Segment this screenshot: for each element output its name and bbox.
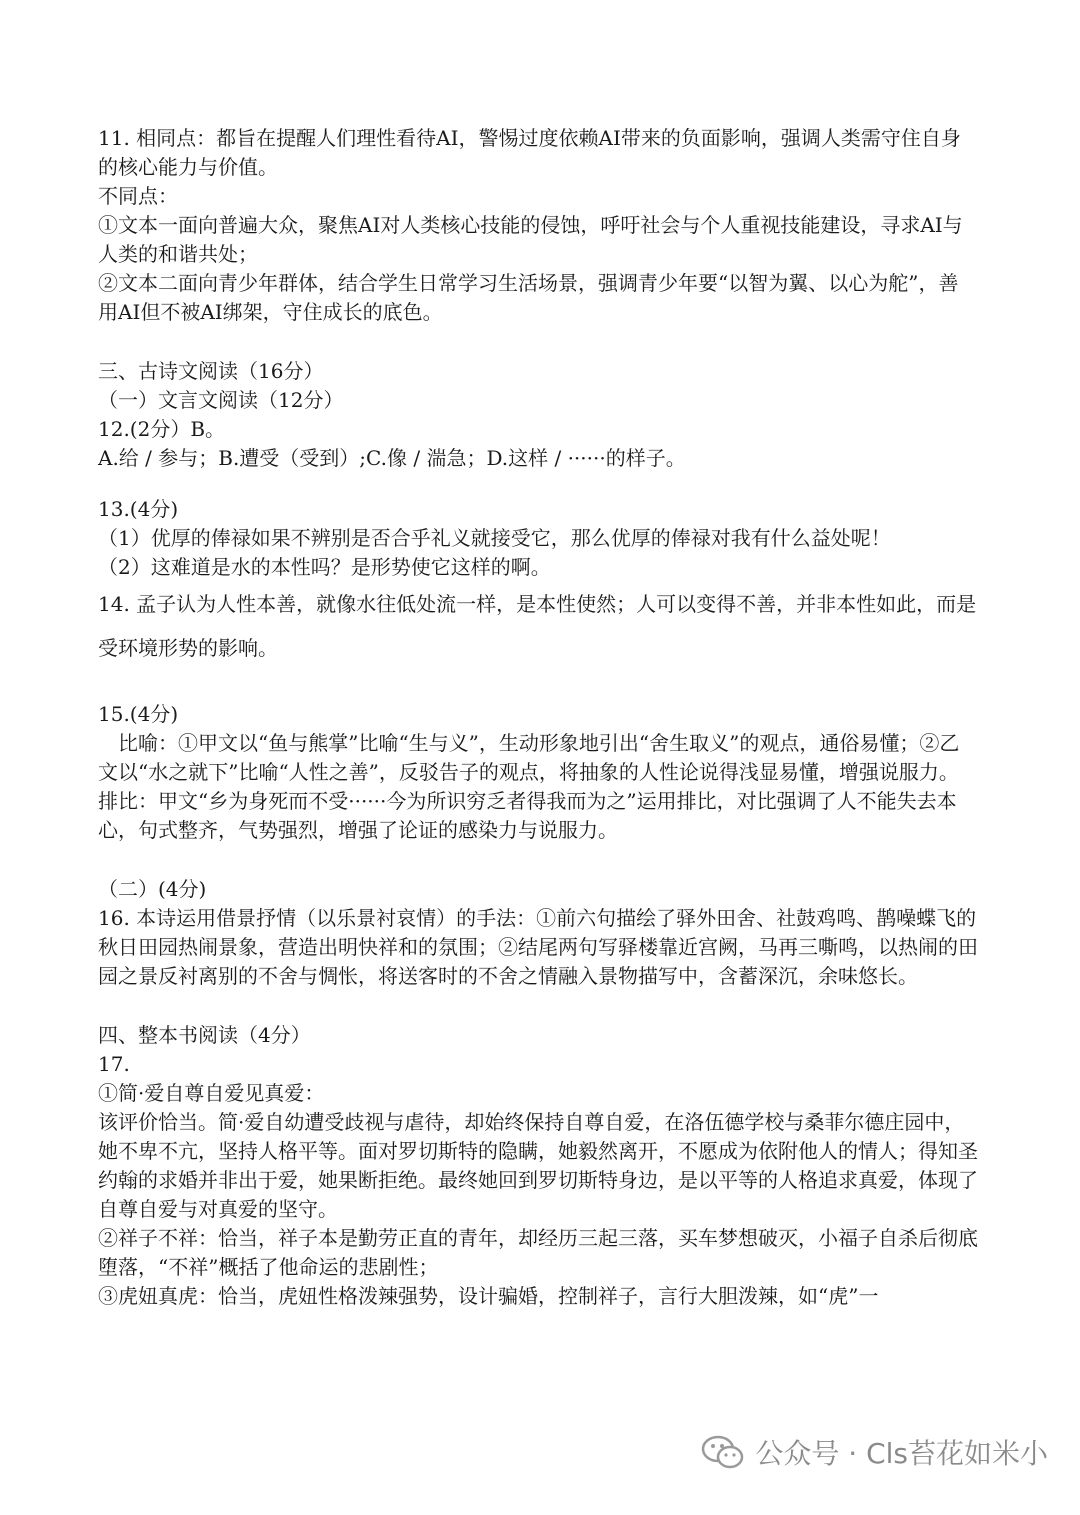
watermark [701,1435,1048,1471]
q11-text1: ①文本一面向普遍大众，聚焦AI对人类核心技能的侵蚀，呼吁社会与个人重视技能建设，寻求AI与人类的和谐共处； [98,213,963,266]
q13-part2: （2）这难道是水的本性吗？是形势使它这样的啊。 [98,555,551,579]
q11-difference-label: 不同点： [98,184,178,208]
section-3-2-heading: （二）(4分) [98,877,207,901]
q15-heading: 15.(4分) [98,702,179,726]
q17-heading: 17. [98,1052,130,1076]
q11-text2: ②文本二面向青少年群体，结合学生日常学习生活场景，强调青少年要“以智为翼、以心为舵”，善用AI但不被AI绑架，守住成长的底色。 [98,271,959,324]
q16-answer: 16. 本诗运用借景抒情（以乐景衬哀情）的手法：①前六句描绘了驿外田舍、社鼓鸡鸣、鹊噪蝶飞的秋日田园热闹景象，营造出明快祥和的氛围；②结尾两句写驿楼靠近宫阙，马再三嘶鸣，以热闹的田园之景反衬离别的不舍与惆怅，将送客时的不舍之情融入景物描写中，含蓄深沉，余味悠长。 [98,906,978,988]
q15-metaphor: 比喻：①甲文以“鱼与熊掌”比喻“生与义”，生动形象地引出“舍生取义”的观点，通俗易懂；②乙文以“水之就下”比喻“人性之善”，反驳告子的观点，将抽象的人性论说得浅显易懂，增强说服力。 [98,731,960,784]
q13-part1: （1）优厚的俸禄如果不辨别是否合乎礼义就接受它，那么优厚的俸禄对我有什么益处呢！ [98,526,891,550]
q14-answer: 14. 孟子认为人性本善，就像水往低处流一样，是本性使然；人可以变得不善，并非本性如此，而是受环境形势的影响。 [98,592,977,660]
section-4-heading: 四、整本书阅读（4分） [98,1023,311,1047]
q11-similarity: 11. 相同点：都旨在提醒人们理性看待AI，警惕过度依赖AI带来的负面影响，强调人类需守住自身的核心能力与价值。 [98,126,961,179]
answer-document [98,124,978,1311]
q17-jane-eyre-title: ①简·爱自尊自爱见真爱： [98,1081,325,1105]
section-3-heading: 三、古诗文阅读（16分） [98,359,324,383]
watermark-text: 公众号 · Cls苔花如米小 [755,1436,1048,1470]
q12-answer: 12.(2分）B。 [98,417,226,441]
q17-xiangzi: ②祥子不祥：恰当，祥子本是勤劳正直的青年，却经历三起三落，买车梦想破灭，小福子自杀后彻底堕落，“不祥”概括了他命运的悲剧性； [98,1226,978,1279]
q17-huniu: ③虎妞真虎：恰当，虎妞性格泼辣强势，设计骗婚，控制祥子，言行大胆泼辣，如“虎”一 [98,1284,879,1308]
wechat-icon [701,1435,745,1471]
section-3-1-heading: （一）文言文阅读（12分） [98,388,344,412]
q17-jane-eyre-body: 该评价恰当。简·爱自幼遭受歧视与虐待，却始终保持自尊自爱，在洛伍德学校与桑菲尔德庄园中，她不卑不亢，坚持人格平等。面对罗切斯特的隐瞒，她毅然离开，不愿成为依附他人的情人；得知圣约翰的求婚并非出于爱，她果断拒绝。最终她回到罗切斯特身边，是以平等的人格追求真爱，体现了自尊自爱与对真爱的坚守。 [98,1110,978,1221]
q13-heading: 13.(4分) [98,497,179,521]
q12-detail: A.给 / 参与；B.遭受（受到）;C.像 / 湍急；D.这样 / ······的样子。 [98,446,686,470]
q15-parallelism: 排比：甲文“乡为身死而不受······今为所识穷乏者得我而为之”运用排比，对比强调了人不能失去本心，句式整齐，气势强烈，增强了论证的感染力与说服力。 [98,789,957,842]
